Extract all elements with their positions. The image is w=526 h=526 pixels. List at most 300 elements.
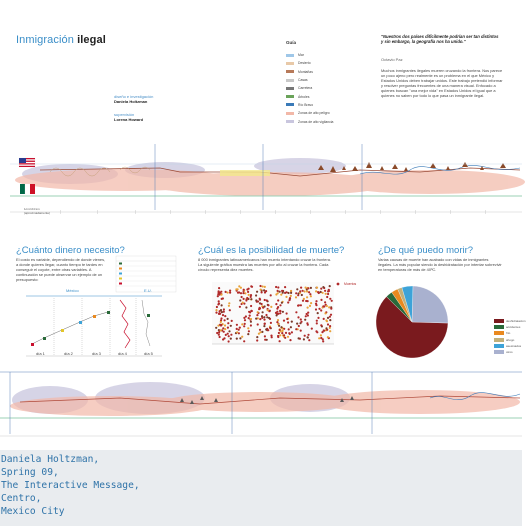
death-dot xyxy=(326,296,328,298)
death-dot xyxy=(331,300,333,302)
death-dot xyxy=(329,330,331,332)
death-dot xyxy=(285,332,287,334)
death-dot xyxy=(264,286,266,288)
death-dot xyxy=(328,290,330,292)
intro-text: Muchos inmigrantes ilegales mueren cruzando la frontera. Nos parece un poco ajeno pero realmente es un problema en el que México y Estados Unidos deben trabajar unidos. Este trabajo pretendió informar y resolver preguntas frecuentes de una manera visual. Enfocado a quienes buscan "una mejor vida" en Estados Unidos el igual que a quienes no saben por todo lo que pasa un inmigrante ilegal. xyxy=(381,68,503,98)
death-dot xyxy=(300,318,302,320)
death-dot xyxy=(318,308,320,310)
death-dot xyxy=(256,291,258,293)
death-dot xyxy=(296,288,298,290)
day-3: día 3 xyxy=(92,351,101,356)
death-dot xyxy=(299,290,301,292)
death-dot xyxy=(267,329,269,331)
death-dot xyxy=(324,301,326,303)
death-dot xyxy=(277,313,279,315)
death-dot xyxy=(305,287,307,289)
death-dot xyxy=(290,326,292,328)
death-dot xyxy=(256,339,258,341)
death-dot xyxy=(246,297,248,299)
guide-item xyxy=(286,51,356,59)
death-dot xyxy=(218,293,220,295)
death-dot xyxy=(308,339,310,341)
death-dot xyxy=(227,327,229,329)
death-dot xyxy=(285,296,287,298)
death-dot xyxy=(220,309,222,311)
death-dot xyxy=(224,319,226,321)
death-dot xyxy=(315,308,317,310)
guide-swatch xyxy=(286,87,294,90)
death-dot xyxy=(218,331,220,333)
death-dot xyxy=(241,323,243,325)
map-scale-label: 1cm=24 km (aproximadamente) xyxy=(24,207,51,215)
death-dot xyxy=(290,295,292,297)
death-dot xyxy=(239,299,241,301)
death-dot xyxy=(316,287,318,289)
death-dot xyxy=(270,322,272,324)
death-dot xyxy=(250,318,252,320)
money-section-title: ¿Cuánto dinero necesito? xyxy=(16,245,125,256)
death-dot xyxy=(263,316,265,318)
death-dot xyxy=(278,325,280,327)
death-dot xyxy=(224,315,226,317)
death-dot xyxy=(279,334,281,336)
death-dot xyxy=(257,311,259,313)
death-dot xyxy=(320,291,322,293)
death-dot xyxy=(295,292,297,294)
death-dot xyxy=(283,320,285,322)
death-dot xyxy=(227,322,229,324)
death-dot xyxy=(309,293,311,295)
day-1: día 1 xyxy=(36,351,45,356)
death-dot xyxy=(305,315,307,317)
death-dot xyxy=(322,340,324,342)
death-dot xyxy=(302,290,304,292)
quote-author: Octavio Paz xyxy=(381,57,403,62)
death-dot xyxy=(225,334,227,336)
death-dot xyxy=(279,312,281,314)
death-dot xyxy=(238,329,240,331)
death-dot xyxy=(281,302,283,304)
death-dot xyxy=(310,295,312,297)
usa-label: E.U. xyxy=(144,288,152,293)
guide-swatch xyxy=(286,79,294,82)
guide-item-label: Montañas xyxy=(298,69,313,74)
death-dot xyxy=(277,299,279,301)
death-dot xyxy=(296,323,298,325)
death-dot xyxy=(284,286,286,288)
death-dot xyxy=(322,292,324,294)
pie-legend-swatch xyxy=(494,338,504,342)
death-dot xyxy=(250,321,252,323)
caption-term: Spring 09, xyxy=(1,467,59,478)
death-dot xyxy=(287,292,289,294)
guide-item-label: Río Bravo xyxy=(298,102,314,107)
death-dot xyxy=(250,294,252,296)
death-dot xyxy=(216,306,218,308)
death-dot xyxy=(225,291,227,293)
death-dot xyxy=(316,320,318,322)
death-dot xyxy=(227,333,229,335)
death-dot xyxy=(291,321,293,323)
death-dot xyxy=(215,309,217,311)
death-dot xyxy=(270,294,272,296)
death-dot xyxy=(220,317,222,319)
death-dot xyxy=(247,333,249,335)
death-dot xyxy=(309,305,311,307)
death-dot xyxy=(223,331,225,333)
death-dot xyxy=(263,325,265,327)
death-dot xyxy=(256,314,258,316)
death-dot xyxy=(218,291,220,293)
danger-zones-bottom xyxy=(10,390,520,416)
death-dot xyxy=(303,338,305,340)
death-dot xyxy=(245,306,247,308)
caption-course: The Interactive Message, xyxy=(1,480,140,491)
death-dot xyxy=(301,294,303,296)
death-dot xyxy=(218,300,220,302)
death-dot xyxy=(286,291,288,293)
death-dot xyxy=(329,316,331,318)
death-dot xyxy=(277,286,279,288)
death-dot xyxy=(264,339,266,341)
death-dot xyxy=(323,329,325,331)
death-dot xyxy=(325,293,327,295)
death-dot xyxy=(247,327,249,329)
death-dot xyxy=(257,300,259,302)
death-dot xyxy=(247,291,249,293)
death-dot xyxy=(250,298,252,300)
caption-city: Mexico City xyxy=(1,506,65,517)
mexico-label: México xyxy=(66,288,79,293)
death-dot xyxy=(242,302,244,304)
death-dot xyxy=(243,325,245,327)
death-dot xyxy=(281,290,283,292)
caption-campus: Centro, xyxy=(1,493,42,504)
pie-legend-label: ahogo xyxy=(506,337,515,342)
death-dot xyxy=(242,292,244,294)
death-dot xyxy=(276,311,278,313)
death-dot xyxy=(229,292,231,294)
border-map-bottom xyxy=(0,362,522,444)
death-dot xyxy=(264,335,266,337)
deaths-legend-label: Muertos xyxy=(344,282,357,286)
death-dot xyxy=(265,328,267,330)
death-dot xyxy=(291,331,293,333)
death-dot xyxy=(304,290,306,292)
death-dot xyxy=(307,307,309,309)
death-dot xyxy=(282,330,284,332)
death-section-title: ¿Cuál es la posibilidad de muerte? xyxy=(198,245,345,256)
death-dot xyxy=(329,319,331,321)
death-dot xyxy=(250,324,252,326)
death-dot xyxy=(275,286,277,288)
death-dot xyxy=(269,310,271,312)
death-dot xyxy=(262,307,264,309)
usa-flag-icon xyxy=(19,158,35,167)
death-dot xyxy=(320,334,322,336)
death-dot xyxy=(260,289,262,291)
death-dot xyxy=(239,337,241,339)
quote: "Nuestros dos países difícilmente podrían ser tan distintos y sin embargo, la geografía nos ha unido." xyxy=(381,34,499,45)
pie-legend-label: accidentes xyxy=(506,325,521,330)
death-dot xyxy=(320,309,322,311)
death-dot xyxy=(278,332,280,334)
death-dot xyxy=(320,337,322,339)
highway-highlight xyxy=(220,170,270,176)
death-dot xyxy=(239,327,241,329)
death-dot xyxy=(236,338,238,340)
death-dot xyxy=(228,340,230,342)
death-dot xyxy=(255,294,257,296)
death-dot xyxy=(230,325,232,327)
death-dot xyxy=(259,318,261,320)
death-dot xyxy=(245,315,247,317)
death-dot xyxy=(329,325,331,327)
mexico-flag-icon xyxy=(20,184,35,194)
death-dot xyxy=(241,296,243,298)
death-dot xyxy=(267,304,269,306)
death-dot xyxy=(290,292,292,294)
death-dot xyxy=(307,334,309,336)
credits xyxy=(114,94,153,122)
death-dot xyxy=(329,298,331,300)
death-dot xyxy=(250,310,252,312)
pie-legend-swatch xyxy=(494,319,504,323)
death-dot xyxy=(295,328,297,330)
death-dot xyxy=(251,286,253,288)
death-dot xyxy=(249,315,251,317)
death-dot xyxy=(306,296,308,298)
death-dot xyxy=(229,290,231,292)
death-dot xyxy=(284,337,286,339)
death-dot xyxy=(216,332,218,334)
budget-timeline xyxy=(22,286,164,360)
pie-legend-label: frío xyxy=(506,331,511,336)
death-dot xyxy=(316,322,318,324)
death-dot xyxy=(295,296,297,298)
death-dot xyxy=(263,319,265,321)
death-dot xyxy=(315,330,317,332)
death-dot xyxy=(287,301,289,303)
guide-item-label: Desierto xyxy=(298,61,311,66)
death-dot xyxy=(217,295,219,297)
death-dot xyxy=(317,317,319,319)
death-dot xyxy=(270,306,272,308)
death-dot xyxy=(218,313,220,315)
death-dot xyxy=(239,306,241,308)
cost-markers xyxy=(31,311,110,346)
death-dot xyxy=(229,309,231,311)
death-dot xyxy=(222,297,224,299)
title-light: Inmigración xyxy=(16,34,74,46)
death-dot xyxy=(304,319,306,321)
guide-swatch xyxy=(286,95,294,98)
death-dot xyxy=(315,304,317,306)
death-dot xyxy=(248,294,250,296)
guide-item xyxy=(286,68,356,76)
caption-panel xyxy=(0,450,522,526)
day-2: día 2 xyxy=(64,351,73,356)
death-dot xyxy=(244,319,246,321)
death-dot xyxy=(277,290,279,292)
map-guide xyxy=(286,40,356,126)
death-dot xyxy=(220,324,222,326)
death-dot xyxy=(327,336,329,338)
pie-legend-item xyxy=(494,349,526,355)
death-dot xyxy=(218,334,220,336)
border-map-top xyxy=(0,140,522,220)
guide-item xyxy=(286,76,356,84)
death-dot xyxy=(258,308,260,310)
guide-title: Guía xyxy=(286,40,297,45)
guide-swatch xyxy=(286,112,294,115)
death-dot xyxy=(280,294,282,296)
guide-item xyxy=(286,109,356,117)
death-dot xyxy=(320,324,322,326)
guide-swatch xyxy=(286,54,294,57)
death-dot xyxy=(219,336,221,338)
death-dot xyxy=(279,329,281,331)
death-dot xyxy=(325,327,327,329)
death-dot xyxy=(323,318,325,320)
death-dot xyxy=(330,314,332,316)
death-dot xyxy=(268,317,270,319)
death-dot xyxy=(328,306,330,308)
guide-item-label: Casas xyxy=(298,78,308,83)
death-dot xyxy=(258,333,260,335)
death-dot xyxy=(223,308,225,310)
death-dot xyxy=(276,314,278,316)
death-dot xyxy=(279,291,281,293)
pie-legend-label: asesinados xyxy=(506,343,522,348)
death-dot xyxy=(256,336,258,338)
death-dot xyxy=(327,293,329,295)
death-dot xyxy=(230,338,232,340)
death-dot xyxy=(298,337,300,339)
death-dot xyxy=(298,325,300,327)
death-dot xyxy=(297,305,299,307)
death-dot xyxy=(277,319,279,321)
deaths-dot-chart xyxy=(200,280,350,354)
pie-legend-label: deshidratación xyxy=(506,319,526,324)
death-dot xyxy=(288,299,290,301)
guide-list xyxy=(286,51,356,126)
death-dot xyxy=(276,321,278,323)
death-dot xyxy=(222,327,224,329)
death-dot xyxy=(223,311,225,313)
death-dot xyxy=(324,312,326,314)
death-dot xyxy=(287,336,289,338)
pie-legend-label: otros xyxy=(506,350,513,355)
death-dot xyxy=(329,285,331,287)
guide-swatch xyxy=(286,120,294,123)
death-dot xyxy=(265,314,267,316)
death-dot xyxy=(326,320,328,322)
death-dot xyxy=(288,328,290,330)
death-dot xyxy=(257,323,259,325)
death-dot xyxy=(326,305,328,307)
pie-slice-otros xyxy=(412,286,448,323)
death-dot xyxy=(228,302,230,304)
cause-section-title: ¿De qué puedo morir? xyxy=(378,245,474,256)
death-dot xyxy=(231,320,233,322)
design-label: diseño e investigación xyxy=(114,94,154,99)
death-dot xyxy=(230,334,232,336)
guide-item-label: Carretera xyxy=(298,86,313,91)
death-dot xyxy=(228,330,230,332)
pie-legend-swatch xyxy=(494,344,504,348)
death-dot xyxy=(286,318,288,320)
death-dot xyxy=(330,308,332,310)
guide-item xyxy=(286,117,356,125)
death-dot xyxy=(259,329,261,331)
death-dot xyxy=(269,327,271,329)
death-section-body: 8 000 inmigrantes latinoamericanos han muerto intentando cruzar la frontera. La siguiente gráfica muestra las muertes por año al cruzar la frontera. Cada círculo representa diez muertes. xyxy=(198,257,332,272)
death-dot xyxy=(300,287,302,289)
death-dot xyxy=(246,288,248,290)
death-dot xyxy=(224,328,226,330)
causes-pie-chart xyxy=(372,282,452,362)
death-dot xyxy=(243,289,245,291)
death-dot xyxy=(279,310,281,312)
death-dot xyxy=(255,318,257,320)
death-dot xyxy=(236,324,238,326)
death-dot xyxy=(300,330,302,332)
guide-swatch xyxy=(286,62,294,65)
death-dot xyxy=(307,336,309,338)
money-section-body: El costo es variable, dependiendo de donde vienes, a donde quieres llegar, cuanto tiempo te tardes en conseguir el coyote, entre otras variables. A continuación se puede observar un ejemplo de un presupuesto: xyxy=(16,257,106,282)
death-dot xyxy=(286,312,288,314)
guide-item-label: Mar xyxy=(298,53,304,58)
death-dot xyxy=(217,303,219,305)
death-dot xyxy=(315,290,317,292)
caption-author: Daniela Holtzman, xyxy=(1,454,100,465)
death-dot xyxy=(279,304,281,306)
death-dot xyxy=(236,331,238,333)
death-dot xyxy=(240,292,242,294)
death-dot xyxy=(320,288,322,290)
death-dot xyxy=(250,305,252,307)
death-dot xyxy=(215,312,217,314)
death-dot xyxy=(259,298,261,300)
death-dot xyxy=(308,291,310,293)
death-dot xyxy=(306,313,308,315)
cause-section-body: Varias causas de muerte han acabado con vidas de inmigrantes ilegales. La más popular siendo la deshidratación por intentar sobrevivir en temperaturas de más de 40ºC. xyxy=(378,257,502,272)
death-dot xyxy=(327,323,329,325)
death-dot xyxy=(261,331,263,333)
death-dot xyxy=(262,285,264,287)
death-dot xyxy=(215,327,217,329)
death-dot xyxy=(300,321,302,323)
death-dot xyxy=(323,305,325,307)
guide-item-label: Zonas de alto peligro xyxy=(298,111,330,116)
guide-item xyxy=(286,59,356,67)
pie-legend-swatch xyxy=(494,325,504,329)
guide-item xyxy=(286,101,356,109)
supervision-label: supervisión xyxy=(114,112,135,117)
pie-legend xyxy=(494,318,526,355)
death-dot xyxy=(236,328,238,330)
death-dot xyxy=(238,291,240,293)
death-dot xyxy=(287,321,289,323)
death-dot xyxy=(277,335,279,337)
death-dot xyxy=(282,311,284,313)
death-dot xyxy=(297,316,299,318)
death-dot xyxy=(320,299,322,301)
death-dot xyxy=(248,311,250,313)
title-bold: ilegal xyxy=(77,34,106,46)
death-dot xyxy=(248,317,250,319)
